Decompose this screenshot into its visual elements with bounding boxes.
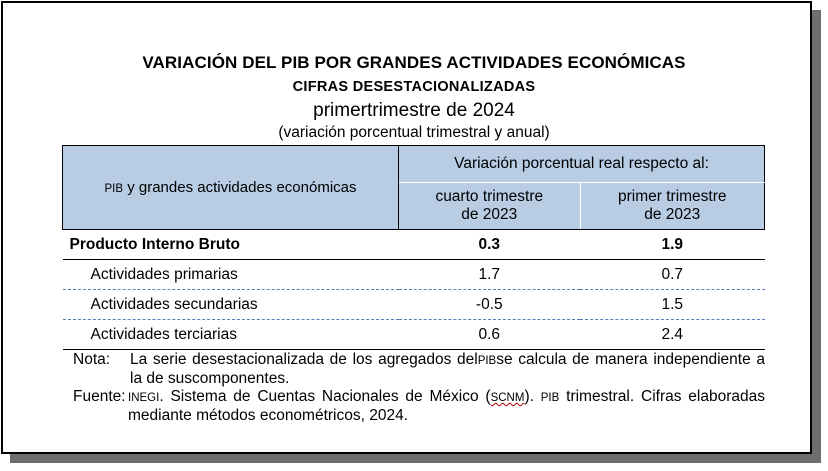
corner-header-abbr: PIB bbox=[104, 183, 124, 195]
row-value-q4: -0.5 bbox=[399, 290, 580, 320]
column-header-line1: cuarto trimestre bbox=[435, 188, 544, 205]
note-row bbox=[73, 351, 765, 388]
column-header-q1-2023 bbox=[580, 183, 764, 230]
corner-header bbox=[63, 146, 399, 230]
row-value-q4: 0.3 bbox=[399, 230, 580, 260]
table-units: (variación porcentual trimestral y anual) bbox=[278, 124, 550, 141]
source-text-abbr: PIB bbox=[540, 392, 560, 404]
source-text-abbr: INEGI bbox=[128, 392, 160, 404]
table-row bbox=[63, 290, 765, 320]
source-text-abbr: SCNM bbox=[490, 392, 525, 404]
table-row bbox=[63, 230, 765, 260]
source-key: Fuente: bbox=[73, 388, 126, 405]
row-label: Actividades primarias bbox=[63, 260, 399, 290]
source-text-part: . Sistema de Cuentas Nacionales de México ( bbox=[159, 388, 491, 405]
column-header-line2: de 2023 bbox=[461, 206, 518, 223]
source-text-part: trimestral. Cifras elaboradas mediante métodos econométricos, 2024. bbox=[128, 388, 766, 424]
note-text-part: se calcula de manera independiente a la de suscomponentes. bbox=[130, 351, 766, 387]
row-value-q4: 1.7 bbox=[399, 260, 580, 290]
source-text bbox=[128, 388, 765, 425]
table-title: VARIACIÓN DEL PIB POR GRANDES ACTIVIDADES ECONÓMICAS bbox=[142, 53, 686, 72]
row-value-q1: 2.4 bbox=[580, 320, 764, 350]
source-text-part: ). bbox=[524, 388, 541, 405]
note-key: Nota: bbox=[73, 351, 111, 368]
table-notes bbox=[73, 351, 765, 425]
column-header-q4-2023 bbox=[399, 183, 580, 230]
table-row bbox=[63, 320, 765, 350]
note-text-abbr: PIB bbox=[477, 355, 497, 367]
row-value-q1: 0.7 bbox=[580, 260, 764, 290]
table-row bbox=[63, 260, 765, 290]
note-text bbox=[130, 351, 765, 388]
row-label: Actividades terciarias bbox=[63, 320, 399, 350]
source-row bbox=[73, 388, 765, 425]
corner-header-label: y grandes actividades económicas bbox=[123, 179, 357, 196]
row-value-q4: 0.6 bbox=[399, 320, 580, 350]
row-value-q1: 1.5 bbox=[580, 290, 764, 320]
row-label: Producto Interno Bruto bbox=[63, 230, 399, 260]
column-header-line1: primer trimestre bbox=[618, 188, 727, 205]
column-header-line2: de 2023 bbox=[644, 206, 701, 223]
row-value-q1: 1.9 bbox=[580, 230, 764, 260]
note-text-part: La serie desestacionalizada de los agregados del bbox=[130, 351, 478, 368]
table-subtitle: CIFRAS DESESTACIONALIZADAS bbox=[292, 79, 536, 95]
group-header: Variación porcentual real respecto al: bbox=[399, 146, 765, 183]
row-label: Actividades secundarias bbox=[63, 290, 399, 320]
table-period: primertrimestre de 2024 bbox=[313, 100, 515, 121]
gdp-table bbox=[62, 145, 765, 350]
